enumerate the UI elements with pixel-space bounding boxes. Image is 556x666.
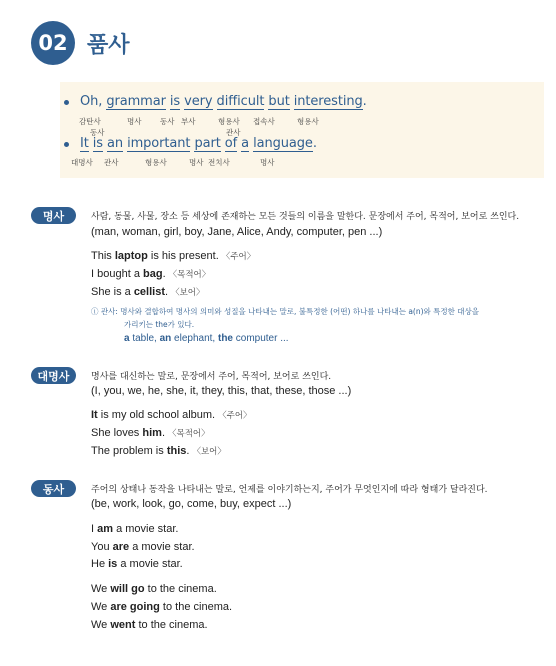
role-label: 〈목적어〉: [168, 429, 210, 439]
chapter-number-badge: [31, 21, 75, 65]
text: is my old school album.: [97, 409, 216, 421]
pos-label: 형용사: [218, 117, 240, 126]
text: We: [91, 583, 111, 595]
text: .: [165, 286, 169, 298]
noun-badge: [31, 207, 76, 224]
pronoun-examples-list: (I, you, we, he, she, it, they, this, that, these, those ...): [91, 385, 352, 397]
text: a movie star.: [113, 523, 179, 535]
bold-word: am: [97, 523, 114, 535]
pronoun-sentence-1: [91, 409, 252, 421]
pos-label: 동사: [90, 128, 105, 137]
pos-label: 형용사: [297, 117, 319, 126]
bold-word: bag: [143, 268, 163, 280]
text: is his present.: [147, 250, 219, 262]
bullet-icon: [64, 142, 69, 147]
role-label: 〈주어〉: [218, 411, 252, 421]
text: She is a: [91, 286, 134, 298]
word: interesting: [293, 94, 363, 109]
pos-label: 명사: [127, 117, 142, 126]
example-sentence-1: [80, 94, 367, 109]
pos-label: 감탄사: [79, 117, 101, 126]
pos-label: 관사: [226, 128, 241, 137]
bold-word: an: [159, 333, 172, 344]
noun-sentence-3: [91, 286, 205, 298]
chapter-number: 02: [38, 31, 68, 55]
word: It: [80, 136, 89, 151]
bold-word: went: [110, 619, 136, 631]
pos-label: 대명사: [71, 158, 93, 167]
article-note: ⓘ 관사: 명사와 결합하여 명사의 의미와 성질을 나타내는 말로, 불특정한 (어떤) 하나를 나타내는 a(n)와 특정한 대상을: [91, 307, 480, 316]
text: table,: [129, 333, 160, 344]
article-examples: [124, 333, 289, 344]
text: computer ...: [232, 333, 289, 344]
role-label: 〈보어〉: [192, 447, 226, 457]
text: This: [91, 250, 115, 262]
text: a movie star.: [129, 541, 195, 553]
pronoun-sentence-2: [91, 427, 210, 439]
example-sentence-2: [80, 136, 317, 151]
text: We: [91, 601, 111, 613]
text: .: [161, 427, 165, 439]
noun-sentence-1: [91, 250, 255, 262]
word: Oh,: [80, 94, 103, 109]
text: She loves: [91, 427, 143, 439]
pos-label: 부사: [181, 117, 196, 126]
pronoun-sentence-3: [91, 445, 226, 457]
role-label: 〈보어〉: [171, 288, 205, 298]
text: to the cinema.: [144, 583, 217, 595]
word: a: [241, 136, 250, 151]
noun-examples-list: (man, woman, girl, boy, Jane, Alice, Andy, computer, pen ...): [91, 226, 383, 238]
verb-sentence-3: [91, 558, 183, 570]
word: is: [169, 94, 181, 109]
text: The problem is: [91, 445, 167, 457]
role-label: 〈목적어〉: [168, 270, 211, 280]
bullet-icon: [64, 100, 69, 105]
pos-label: 동사: [160, 117, 175, 126]
text: I bought a: [91, 268, 143, 280]
bold-word: will go: [110, 583, 145, 595]
word: but: [268, 94, 290, 109]
text: We: [91, 619, 111, 631]
pronoun-badge: [31, 367, 76, 384]
word: language: [253, 136, 313, 151]
bold-word: are going: [110, 601, 160, 613]
verb-sentence-6: [91, 619, 208, 631]
text: You: [91, 541, 113, 553]
text: .: [186, 445, 190, 457]
bold-word: It: [91, 409, 98, 421]
word: of: [224, 136, 238, 151]
word: important: [127, 136, 191, 151]
badge-label: 명사: [42, 209, 65, 223]
word: difficult: [216, 94, 265, 109]
bold-word: are: [112, 541, 130, 553]
pos-label: 관사: [104, 158, 119, 167]
word: .: [312, 136, 317, 151]
text: a movie star.: [117, 558, 183, 570]
pos-label: 형용사: [145, 158, 167, 167]
text: to the cinema.: [135, 619, 208, 631]
article-note-cont: 가리키는 the가 있다.: [124, 320, 195, 329]
bold-word: a: [124, 333, 130, 344]
noun-sentence-2: [91, 268, 210, 280]
verb-sentence-1: [91, 523, 178, 535]
verb-sentence-2: [91, 541, 195, 553]
pos-label: 명사: [189, 158, 204, 167]
verb-badge: [31, 480, 76, 497]
pronoun-definition: 명사를 대신하는 말로, 문장에서 주어, 목적어, 보어로 쓰인다.: [91, 372, 332, 382]
bold-word: laptop: [114, 250, 148, 262]
word: part: [194, 136, 221, 151]
verb-examples-list: (be, work, look, go, come, buy, expect ...): [91, 498, 292, 510]
pos-label: 전치사: [208, 158, 230, 167]
text: I: [91, 523, 98, 535]
noun-definition: 사람, 동물, 사물, 장소 등 세상에 존재하는 모든 것들의 이름을 말한다. 문장에서 주어, 목적어, 보어로 쓰인다.: [91, 212, 520, 222]
bold-word: this: [166, 445, 187, 457]
text: .: [162, 268, 166, 280]
verb-definition: 주어의 상태나 동작을 나타내는 말로, 언제를 이야기하는지, 주어가 무엇인지에 따라 형태가 달라진다.: [91, 485, 488, 495]
word: is: [92, 136, 103, 151]
verb-sentence-4: [91, 583, 217, 595]
word: .: [362, 94, 367, 109]
role-label: 〈주어〉: [221, 252, 256, 262]
bold-word: the: [217, 333, 233, 344]
text: elephant,: [171, 333, 218, 344]
pos-label: 명사: [260, 158, 275, 167]
text: to the cinema.: [159, 601, 233, 613]
word: grammar: [106, 94, 166, 109]
word: an: [107, 136, 124, 151]
bold-word: him: [142, 427, 162, 439]
text: He: [91, 558, 109, 570]
badge-label: 동사: [42, 482, 65, 496]
pos-label: 접속사: [253, 117, 275, 126]
bold-word: is: [108, 558, 118, 570]
word: very: [184, 94, 213, 109]
badge-label: 대명사: [37, 369, 70, 383]
verb-sentence-5: [91, 601, 232, 613]
bold-word: cellist: [133, 286, 165, 298]
chapter-title: 품사: [87, 33, 130, 58]
